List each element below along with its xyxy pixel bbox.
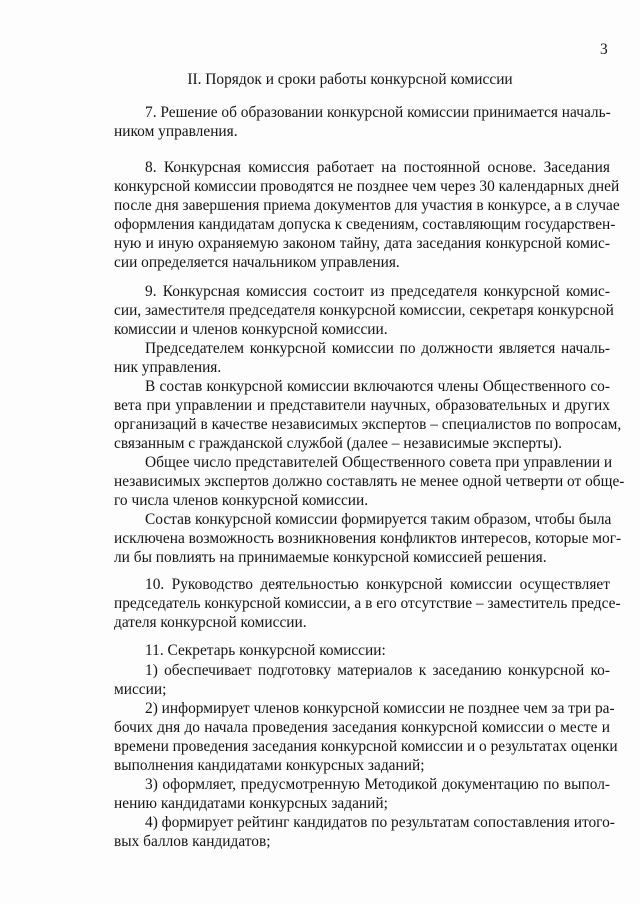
paragraph-8-line: после дня завершения приема документов для участия в конкурсе, а в случае: [114, 197, 620, 214]
paragraph-10-line: 10. Руководство деятельностью конкурсной комиссии осуществляет: [145, 576, 610, 593]
paragraph-9-members-line: связанным с гражданской службой (далее – независимые эксперты).: [114, 435, 562, 452]
paragraph-11-1-line: миссии;: [114, 681, 167, 698]
paragraph-11-4-line: 4) формирует рейтинг кандидатов по результатам сопоставления итого-: [145, 814, 615, 831]
paragraph-8-line: ную и иную охраняемую законом тайну, дата заседания конкурсной комис-: [114, 235, 610, 252]
paragraph-11-2-line: выполнения кандидатами конкурсных заданий;: [114, 757, 425, 774]
paragraph-9-conflict-line: ли бы повлиять на принимаемые конкурсной комиссией решения.: [114, 549, 547, 566]
paragraph-8-line: оформления кандидатам допуска к сведениям, составляющим государствен-: [114, 216, 616, 233]
paragraph-11-3-line: 3) оформляет, предусмотренную Методикой документацию по выпол-: [145, 776, 610, 793]
paragraph-9-members-line: В состав конкурсной комиссии включаются члены Общественного со-: [145, 378, 610, 395]
paragraph-10-line: председатель конкурсной комиссии, а в его отсутствие – заместитель предсе-: [114, 595, 621, 612]
paragraph-9-line: комиссии и членов конкурсной комиссии.: [114, 321, 388, 338]
section-title: II. Порядок и сроки работы конкурсной комиссии: [187, 71, 513, 88]
paragraph-8-line: конкурсной комиссии проводятся не позднее чем через 30 календарных дней: [114, 178, 620, 195]
paragraph-9-ratio-line: го числа членов конкурсной комиссии.: [114, 492, 369, 509]
paragraph-9-line: сии, заместителя председателя конкурсной комиссии, секретаря конкурсной: [114, 302, 614, 319]
paragraph-11-2-line: времени проведения заседания конкурсной комиссии и о результатах оценки: [114, 738, 618, 755]
paragraph-9-chair-line: ник управления.: [114, 359, 222, 376]
paragraph-11-3-line: нению кандидатами конкурсных заданий;: [114, 795, 388, 812]
paragraph-11-line: 11. Секретарь конкурсной комиссии:: [145, 642, 386, 659]
paragraph-9-ratio-line: Общее число представителей Общественного совета при управлении и: [145, 454, 613, 471]
paragraph-11-2-line: бочих дня до начала проведения заседания конкурсной комиссии о месте и: [114, 719, 610, 736]
paragraph-9-conflict-line: Состав конкурсной комиссии формируется таким образом, чтобы была: [145, 511, 612, 528]
page-number: 3: [600, 41, 608, 58]
paragraph-9-chair-line: Председателем конкурсной комиссии по должности является началь-: [145, 340, 610, 357]
paragraph-9-conflict-line: исключена возможность возникновения конфликтов интересов, которые мог-: [114, 530, 622, 547]
paragraph-9-members-line: вета при управлении и представители научных, образовательных и других: [114, 397, 610, 414]
paragraph-9-ratio-line: независимых экспертов должно составлять не менее одной четверти от обще-: [114, 473, 625, 490]
paragraph-11-1-line: 1) обеспечивает подготовку материалов к заседанию конкурсной ко-: [145, 662, 610, 679]
paragraph-9-members-line: организаций в качестве независимых экспертов – специалистов по вопросам,: [114, 416, 622, 433]
paragraph-11-2-line: 2) информирует членов конкурсной комиссии не позднее чем за три ра-: [145, 700, 615, 717]
paragraph-7-line: 7. Решение об образовании конкурсной комиссии принимается началь-: [145, 104, 611, 121]
paragraph-9-line: 9. Конкурсная комиссия состоит из председателя конкурсной комис-: [145, 283, 610, 300]
paragraph-11-4-line: вых баллов кандидатов;: [114, 833, 271, 850]
paragraph-8-line: 8. Конкурсная комиссия работает на постоянной основе. Заседания: [145, 159, 610, 176]
paragraph-8-line: сии определяется начальником управления.: [114, 254, 400, 271]
paragraph-10-line: дателя конкурсной комиссии.: [114, 614, 307, 631]
paragraph-7-line: ником управления.: [114, 123, 238, 140]
